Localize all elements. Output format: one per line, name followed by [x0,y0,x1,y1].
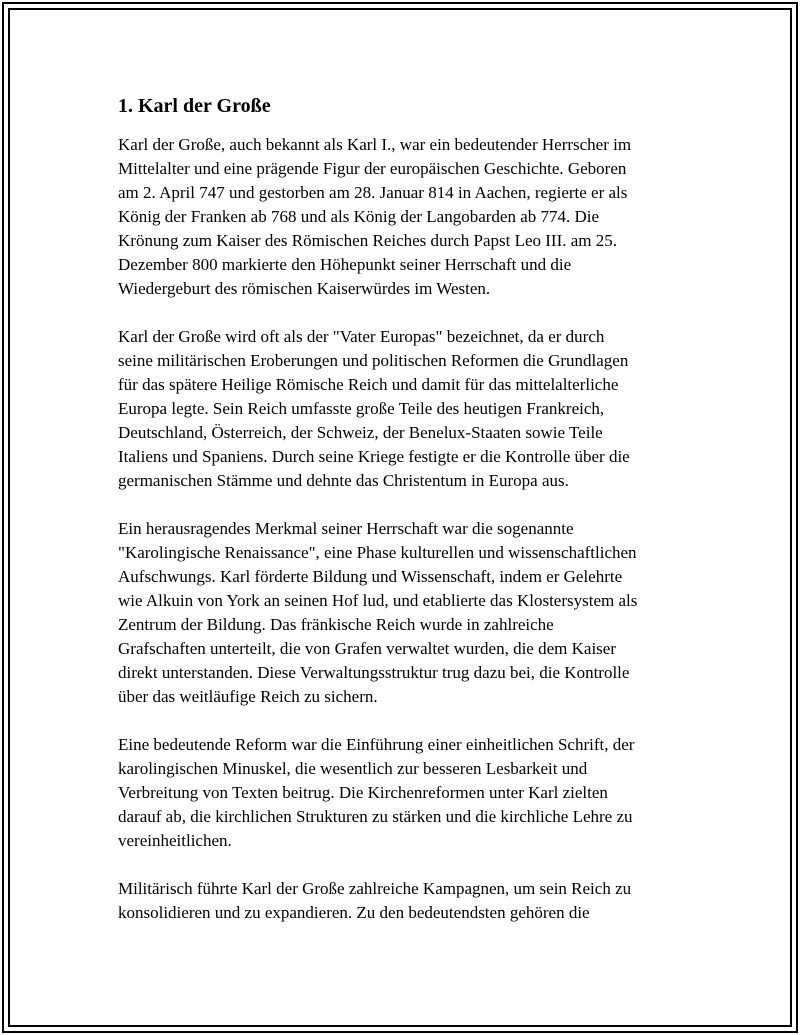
text-line: Italiens und Spaniens. Durch seine Kriege festigte er die Kontrolle über die [118,447,630,466]
text-line: über das weitläufige Reich zu sichern. [118,687,378,706]
text-line: Aufschwungs. Karl förderte Bildung und Wissenschaft, indem er Gelehrte [118,567,623,586]
paragraph-5 [118,877,698,925]
text-line: karolingischen Minuskel, die wesentlich zur besseren Lesbarkeit und [118,759,588,778]
paragraph-3 [118,517,698,709]
text-line: direkt unterstanden. Diese Verwaltungsstruktur trug dazu bei, die Kontrolle [118,663,630,682]
text-line: seine militärischen Eroberungen und politischen Reformen die Grundlagen [118,351,629,370]
paragraph-2 [118,325,698,493]
text-line: wie Alkuin von York an seinen Hof lud, und etablierte das Klostersystem als [118,591,638,610]
text-line: Ein herausragendes Merkmal seiner Herrschaft war die sogenannte [118,519,574,538]
text-line: Dezember 800 markierte den Höhepunkt seiner Herrschaft und die [118,255,572,274]
text-line: Verbreitung von Texten beitrug. Die Kirchenreformen unter Karl zielten [118,783,608,802]
text-line: am 2. April 747 und gestorben am 28. Januar 814 in Aachen, regierte er als [118,183,628,202]
text-line: Karl der Große wird oft als der "Vater Europas" bezeichnet, da er durch [118,327,605,346]
section-heading: 1. Karl der Große [118,95,271,117]
text-line: germanischen Stämme und dehnte das Christentum in Europa aus. [118,471,569,490]
text-line: Mittelalter und eine prägende Figur der europäischen Geschichte. Geboren [118,159,627,178]
text-line: Karl der Große, auch bekannt als Karl I., war ein bedeutender Herrscher im [118,135,632,154]
text-line: Grafschaften unterteilt, die von Grafen verwaltet wurden, die dem Kaiser [118,639,616,658]
text-line: Wiedergeburt des römischen Kaiserwürdes im Westen. [118,279,491,298]
text-line: König der Franken ab 768 und als König der Langobarden ab 774. Die [118,207,600,226]
text-line: Europa legte. Sein Reich umfasste große Teile des heutigen Frankreich, [118,399,605,418]
paragraph-4 [118,733,698,853]
paragraph-container [118,133,698,925]
text-line: Krönung zum Kaiser des Römischen Reiches durch Papst Leo III. am 25. [118,231,618,250]
text-line: Militärisch führte Karl der Große zahlreiche Kampagnen, um sein Reich zu [118,879,632,898]
text-line: vereinheitlichen. [118,831,232,850]
text-line: Deutschland, Österreich, der Schweiz, der Benelux-Staaten sowie Teile [118,423,603,442]
text-line: Eine bedeutende Reform war die Einführung einer einheitlichen Schrift, der [118,735,635,754]
text-line: darauf ab, die kirchlichen Strukturen zu stärken und die kirchliche Lehre zu [118,807,633,826]
text-line: für das spätere Heilige Römische Reich und damit für das mittelalterliche [118,375,619,394]
text-line: "Karolingische Renaissance", eine Phase kulturellen und wissenschaftlichen [118,543,637,562]
paragraph-1 [118,133,698,301]
document-body [118,92,698,949]
text-line: konsolidieren und zu expandieren. Zu den bedeutendsten gehören die [118,903,590,922]
text-line: Zentrum der Bildung. Das fränkische Reich wurde in zahlreiche [118,615,554,634]
